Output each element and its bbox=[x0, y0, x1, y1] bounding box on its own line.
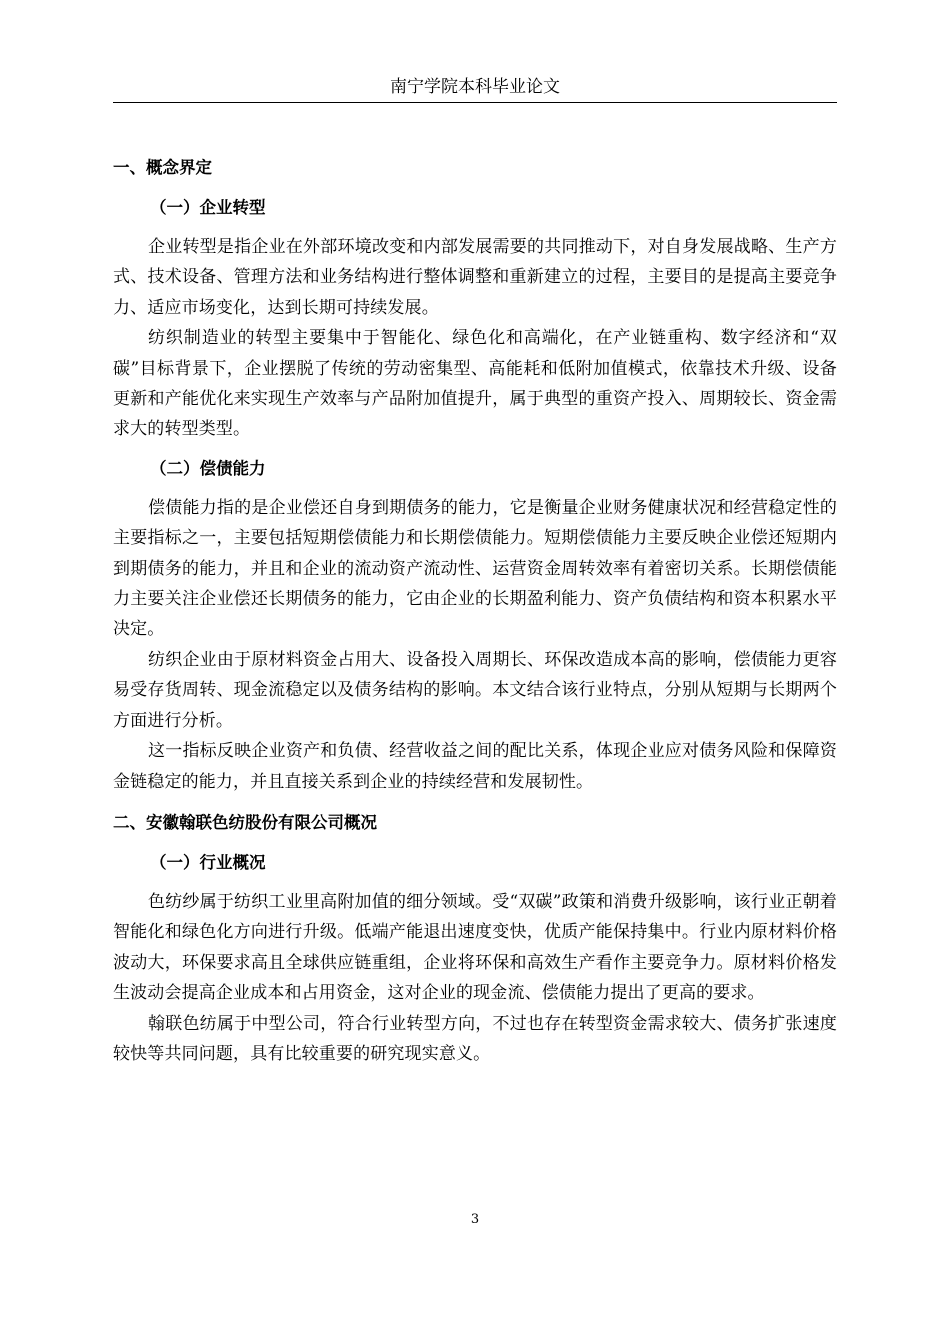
subsection-heading: （一）行业概况 bbox=[150, 852, 266, 872]
paragraph: 这一指标反映企业资产和负债、经营收益之间的配比关系，体现企业应对债务风险和保障资金链稳定的能力，并且直接关系到企业的持续经营和发展韧性。 bbox=[113, 741, 837, 792]
section-heading: 一、概念界定 bbox=[113, 158, 212, 177]
paragraph: 偿债能力指的是企业偿还自身到期债务的能力，它是衡量企业财务健康状况和经营稳定性的主要指标之一，主要包括短期偿债能力和长期偿债能力。短期偿债能力主要反映企业偿还短期内到期债务的能力，并且和企业的流动资产流动性、运营资金周转效率有着密切关系。长期偿债能力主要关注企业偿还长期债务的能力，它由企业的长期盈利能力、资产负债结构和资本积累水平决定。 bbox=[113, 497, 837, 640]
paragraph: 纺织制造业的转型主要集中于智能化、绿色化和高端化，在产业链重构、数字经济和“双碳”目标背景下，企业摆脱了传统的劳动密集型、高能耗和低附加值模式，依靠技术升级、设备更新和产能优化来实现生产效率与产品附加值提升，属于典型的重资产投入、周期较长、资金需求大的转型类型。 bbox=[113, 328, 837, 440]
page-header-title: 南宁学院本科毕业论文 bbox=[390, 77, 560, 97]
document-body bbox=[113, 152, 837, 1069]
subsection-heading: （一）企业转型 bbox=[150, 198, 266, 217]
page-number: 3 bbox=[470, 1212, 480, 1227]
paragraph: 纺织企业由于原材料资金占用大、设备投入周期长、环保改造成本高的影响，偿债能力更容易受存货周转、现金流稳定以及债务结构的影响。本文结合该行业特点，分别从短期与长期两个方面进行分析。 bbox=[113, 649, 837, 731]
subsection-heading: （二）偿债能力 bbox=[150, 458, 266, 478]
section-heading: 二、安徽翰联色纺股份有限公司概况 bbox=[113, 812, 377, 832]
paragraph: 色纺纱属于纺织工业里高附加值的细分领域。受“双碳”政策和消费升级影响，该行业正朝着智能化和绿色化方向进行升级。低端产能退出速度变快，优质产能保持集中。行业内原材料价格波动大，环保要求高且全球供应链重组，企业将环保和高效生产看作主要竞争力。原材料价格发生波动会提高企业成本和占用资金，这对企业的现金流、偿债能力提出了更高的要求。 bbox=[113, 891, 837, 1004]
header-divider bbox=[113, 102, 837, 103]
paragraph: 企业转型是指企业在外部环境改变和内部发展需要的共同推动下，对自身发展战略、生产方式、技术设备、管理方法和业务结构进行整体调整和重新建立的过程，主要目的是提高主要竞争力、适应市场变化，达到长期可持续发展。 bbox=[113, 237, 837, 318]
paragraph: 翰联色纺属于中型公司，符合行业转型方向，不过也存在转型资金需求较大、债务扩张速度较快等共同问题，具有比较重要的研究现实意义。 bbox=[113, 1013, 837, 1064]
